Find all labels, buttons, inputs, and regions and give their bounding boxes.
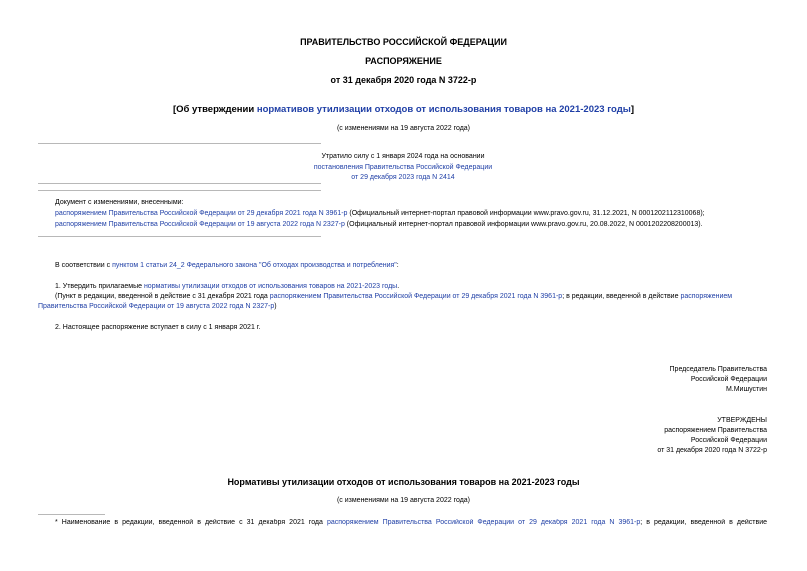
signature-name: М.Мишустин	[725, 386, 767, 393]
paragraph-1	[55, 283, 399, 290]
revision-note: (с изменениями на 19 августа 2022 года)	[336, 125, 471, 132]
document-title	[0, 104, 807, 115]
signature-position: Председатель Правительства	[669, 366, 767, 373]
amendment-source: (Официальный интернет-портал правовой информации www.pravo.gov.ru, 20.08.2022, N 0001202208200013).	[344, 221, 703, 228]
annex-revision-note: (с изменениями на 19 августа 2022 года)	[336, 497, 471, 504]
amendment-source: (Официальный интернет-портал правовой информации www.pravo.gov.ru, 31.12.2021, N 0001202112310068);	[347, 210, 705, 217]
footnote-divider	[38, 514, 105, 515]
paragraph-1-note-cont	[38, 303, 277, 310]
document-date-number: от 31 декабря 2020 года N 3722-р	[330, 75, 477, 85]
repeal-link-line2[interactable]: от 29 декабря 2023 года N 2414	[351, 174, 455, 181]
title-close: ]	[630, 104, 635, 115]
government-heading: ПРАВИТЕЛЬСТВО РОССИЙСКОЙ ФЕДЕРАЦИИ	[300, 37, 507, 47]
approved-by: распоряжением Правительства	[664, 427, 767, 434]
note-text: ; в редакции, введенной в действие	[562, 293, 681, 300]
amendment-link[interactable]: распоряжением Правительства Российской Федерации от 29 декабря 2021 года N 3961-р	[326, 519, 641, 526]
paragraph-text: .	[397, 283, 400, 290]
title-link[interactable]: нормативов утилизации отходов от использования товаров на 2021-2023 годы	[256, 104, 631, 115]
paragraph-text: 1. Утвердить прилагаемые	[55, 283, 144, 290]
annex-title: Нормативы утилизации отходов от использования товаров на 2021-2023 годы	[227, 477, 580, 487]
amendment-link[interactable]: распоряжением Правительства Российской Федерации от 29 декабря 2021 года N 3961-р	[269, 293, 563, 300]
note-text: (Пункт в редакции, введенной в действие с 31 декабря 2021 года	[55, 293, 270, 300]
paragraph-1-note	[55, 293, 732, 300]
norms-link[interactable]: нормативы утилизации отходов от использования товаров на 2021-2023 годы	[143, 283, 398, 290]
divider	[38, 143, 321, 144]
preamble	[55, 262, 399, 269]
repeal-link-line1[interactable]: постановления Правительства Российской Федерации	[313, 164, 493, 171]
amendment-link[interactable]: распоряжением Правительства Российской Федерации от 19 августа 2022 года N 2327-р	[55, 221, 345, 228]
amendment-item	[55, 210, 705, 217]
amendment-link[interactable]: распоряжением	[680, 293, 733, 300]
approved-label: УТВЕРЖДЕНЫ	[717, 417, 767, 424]
repeal-note: Утратило силу с 1 января 2024 года на основании	[321, 153, 485, 160]
note-text: )	[274, 303, 277, 310]
footnote	[55, 519, 767, 526]
divider	[38, 183, 321, 184]
paragraph-2: 2. Настоящее распоряжение вступает в силу с 1 января 2021 г.	[55, 324, 261, 331]
divider	[38, 236, 321, 237]
divider	[38, 190, 321, 191]
law-link[interactable]: пунктом 1 статьи 24_2 Федерального закона "Об отходах производства и потребления"	[112, 262, 397, 269]
footnote-text: * Наименование в редакции, введенной в действие с 31 декабря 2021 года	[55, 519, 327, 526]
amendment-link[interactable]: Правительства Российской Федерации от 19 августа 2022 года N 2327-р	[38, 303, 275, 310]
title-open: [Об утверждении	[172, 104, 257, 115]
amendments-heading: Документ с изменениями, внесенными:	[55, 199, 184, 206]
approved-date: от 31 декабря 2020 года N 3722-р	[657, 447, 767, 454]
signature-country: Российской Федерации	[690, 376, 767, 383]
amendment-item	[55, 221, 703, 228]
preamble-text: :	[396, 262, 399, 269]
preamble-text: В соответствии с	[55, 262, 113, 269]
approved-country: Российской Федерации	[690, 437, 767, 444]
footnote-text: ; в редакции, введенной в действие	[640, 519, 767, 526]
document-type: РАСПОРЯЖЕНИЕ	[365, 56, 442, 66]
amendment-link[interactable]: распоряжением Правительства Российской Федерации от 29 декабря 2021 года N 3961-р	[55, 210, 348, 217]
